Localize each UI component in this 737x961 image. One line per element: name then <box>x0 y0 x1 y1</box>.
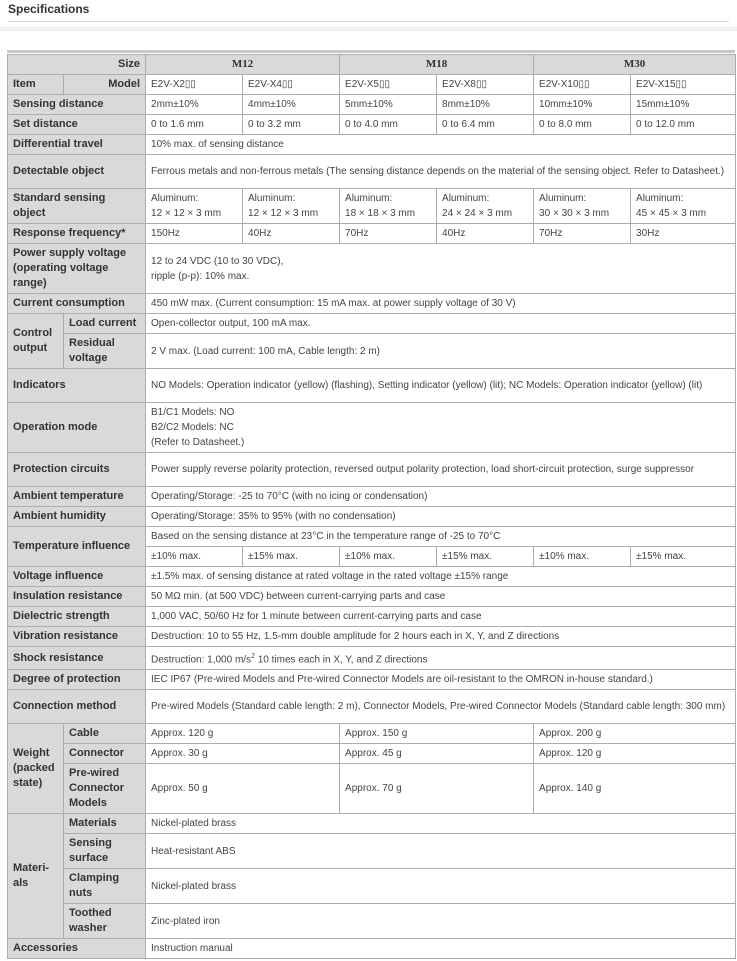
value-cell: 15mm±10% <box>631 95 736 115</box>
row-ambient-temperature <box>8 487 736 507</box>
row-label-weight: Weight (packed state) <box>8 724 64 814</box>
value-cell: 0 to 3.2 mm <box>243 115 340 135</box>
specifications-table <box>7 54 736 959</box>
value-cell: Approx. 200 g <box>534 724 736 744</box>
value-cell: Operating/Storage: -25 to 70°C (with no icing or condensation) <box>146 487 736 507</box>
row-label: Response frequency* <box>8 224 146 244</box>
sub-label: Toothed washer <box>64 904 146 939</box>
sub-label: Clamping nuts <box>64 869 146 904</box>
row-voltage-influence <box>8 567 736 587</box>
sub-label: Residual voltage <box>64 334 146 369</box>
row-label: Indicators <box>8 369 146 403</box>
value-cell: 40Hz <box>243 224 340 244</box>
row-current-consumption <box>8 294 736 314</box>
row-label: Protection circuits <box>8 453 146 487</box>
sub-label: Pre-wired Connector Models <box>64 764 146 814</box>
row-sensing-distance <box>8 95 736 115</box>
row-sensing-surface <box>8 834 736 869</box>
row-protection-circuits <box>8 453 736 487</box>
sub-label: Cable <box>64 724 146 744</box>
row-label: Operation mode <box>8 403 146 453</box>
size-m18: M18 <box>340 55 534 75</box>
row-label: Shock resistance <box>8 647 146 670</box>
value-cell: 450 mW max. (Current consumption: 15 mA max. at power supply voltage of 30 V) <box>146 294 736 314</box>
value-cell: Zinc-plated iron <box>146 904 736 939</box>
row-label: Current consumption <box>8 294 146 314</box>
value-cell: 0 to 1.6 mm <box>146 115 243 135</box>
value-cell: 2 V max. (Load current: 100 mA, Cable length: 2 m) <box>146 334 736 369</box>
value-cell: Ferrous metals and non-ferrous metals (The sensing distance depends on the material of the sensing object. Refer to Datasheet.) <box>146 155 736 189</box>
model-label: Model <box>64 75 146 95</box>
row-label: Power supply voltage (operating voltage range) <box>8 244 146 294</box>
value-cell: Approx. 50 g <box>146 764 340 814</box>
row-label: Set distance <box>8 115 146 135</box>
value-cell: Aluminum: 12 × 12 × 3 mm <box>243 189 340 224</box>
value-cell: Nickel-plated brass <box>146 814 736 834</box>
value-cell: Aluminum: 12 × 12 × 3 mm <box>146 189 243 224</box>
value-cell: Heat-resistant ABS <box>146 834 736 869</box>
row-differential-travel <box>8 135 736 155</box>
row-shock-resistance <box>8 647 736 670</box>
row-materials <box>8 814 736 834</box>
row-label: Accessories <box>8 939 146 959</box>
value-cell: Nickel-plated brass <box>146 869 736 904</box>
value-cell: Approx. 120 g <box>146 724 340 744</box>
value-cell: Approx. 70 g <box>340 764 534 814</box>
value-cell: Destruction: 1,000 $m/s^2$ 10 times each in X, Y, and Z directions <box>146 647 736 670</box>
model-cell: E2V-X4▯▯ <box>243 75 340 95</box>
value-cell: ±10% max. <box>534 547 631 567</box>
sub-label: Sensing surface <box>64 834 146 869</box>
value-cell: 8mm±10% <box>437 95 534 115</box>
value-cell: Destruction: 10 to 55 Hz, 1.5-mm double amplitude for 2 hours each in X, Y, and Z directions <box>146 627 736 647</box>
value-cell: Approx. 150 g <box>340 724 534 744</box>
value-cell: 4mm±10% <box>243 95 340 115</box>
row-label: Ambient humidity <box>8 507 146 527</box>
table-top-border <box>7 50 735 53</box>
row-residual-voltage <box>8 334 736 369</box>
sub-label: Connector <box>64 744 146 764</box>
value-cell: 1,000 VAC, 50/60 Hz for 1 minute between current-carrying parts and case <box>146 607 736 627</box>
value-cell: 0 to 8.0 mm <box>534 115 631 135</box>
size-label: Size <box>8 55 146 75</box>
model-cell: E2V-X8▯▯ <box>437 75 534 95</box>
value-cell: ±15% max. <box>437 547 534 567</box>
value-cell: 12 to 24 VDC (10 to 30 VDC), ripple (p-p): 10% max. <box>146 244 736 294</box>
row-label: Ambient temperature <box>8 487 146 507</box>
value-cell: Power supply reverse polarity protection, reversed output polarity protection, load short-circuit protection, surge suppressor <box>146 453 736 487</box>
value-cell: Aluminum: 24 × 24 × 3 mm <box>437 189 534 224</box>
row-indicators <box>8 369 736 403</box>
row-toothed-washer <box>8 904 736 939</box>
row-weight-cable <box>8 724 736 744</box>
value-cell: ±10% max. <box>146 547 243 567</box>
value-cell: Approx. 45 g <box>340 744 534 764</box>
row-label-materials: Materi- als <box>8 814 64 939</box>
row-label: Standard sensing object <box>8 189 146 224</box>
sub-label: Load current <box>64 314 146 334</box>
value-cell: ±1.5% max. of sensing distance at rated voltage in the rated voltage ±15% range <box>146 567 736 587</box>
value-cell: Aluminum: 30 × 30 × 3 mm <box>534 189 631 224</box>
model-header-row <box>8 75 736 95</box>
value-cell: Instruction manual <box>146 939 736 959</box>
value-cell: Open-collector output, 100 mA max. <box>146 314 736 334</box>
row-standard-sensing-object <box>8 189 736 224</box>
value-cell: 150Hz <box>146 224 243 244</box>
row-temperature-influence <box>8 527 736 547</box>
row-vibration-resistance <box>8 627 736 647</box>
row-dielectric-strength <box>8 607 736 627</box>
value-cell: NO Models: Operation indicator (yellow) (flashing), Setting indicator (yellow) (lit); NC Models: Operation indicator (yellow) (lit) <box>146 369 736 403</box>
value-cell: Aluminum: 18 × 18 × 3 mm <box>340 189 437 224</box>
value-cell: Approx. 30 g <box>146 744 340 764</box>
row-detectable-object <box>8 155 736 189</box>
value-cell: 2mm±10% <box>146 95 243 115</box>
value-cell: 10mm±10% <box>534 95 631 115</box>
row-label: Temperature influence <box>8 527 146 567</box>
value-cell: IEC IP67 (Pre-wired Models and Pre-wired Connector Models are oil-resistant to the OMRON in-house standard.) <box>146 670 736 690</box>
value-cell: Approx. 120 g <box>534 744 736 764</box>
value-cell: ±15% max. <box>243 547 340 567</box>
model-cell: E2V-X10▯▯ <box>534 75 631 95</box>
value-cell: Pre-wired Models (Standard cable length: 2 m), Connector Models, Pre-wired Connector Models (Standard cable length: 300 mm) <box>146 690 736 724</box>
value-cell: Approx. 140 g <box>534 764 736 814</box>
value-cell: 10% max. of sensing distance <box>146 135 736 155</box>
value-cell: B1/C1 Models: NO B2/C2 Models: NC (Refer to Datasheet.) <box>146 403 736 453</box>
row-label: Connection method <box>8 690 146 724</box>
value-cell: 70Hz <box>534 224 631 244</box>
size-m12: M12 <box>146 55 340 75</box>
value-cell: 5mm±10% <box>340 95 437 115</box>
size-m30: M30 <box>534 55 736 75</box>
row-weight-prewired <box>8 764 736 814</box>
row-label: Dielectric strength <box>8 607 146 627</box>
row-set-distance <box>8 115 736 135</box>
value-cell: 70Hz <box>340 224 437 244</box>
row-weight-connector <box>8 744 736 764</box>
value-cell: 50 MΩ min. (at 500 VDC) between current-carrying parts and case <box>146 587 736 607</box>
value-cell: Operating/Storage: 35% to 95% (with no condensation) <box>146 507 736 527</box>
row-ambient-humidity <box>8 507 736 527</box>
row-label: Sensing distance <box>8 95 146 115</box>
value-cell: ±10% max. <box>340 547 437 567</box>
row-degree-of-protection <box>8 670 736 690</box>
row-label-control-output: Control output <box>8 314 64 369</box>
model-cell: E2V-X5▯▯ <box>340 75 437 95</box>
model-cell: E2V-X2▯▯ <box>146 75 243 95</box>
row-accessories <box>8 939 736 959</box>
row-response-frequency <box>8 224 736 244</box>
value-cell: 30Hz <box>631 224 736 244</box>
value-cell: ±15% max. <box>631 547 736 567</box>
row-load-current <box>8 314 736 334</box>
row-label: Differential travel <box>8 135 146 155</box>
row-label: Voltage influence <box>8 567 146 587</box>
row-insulation-resistance <box>8 587 736 607</box>
value-cell: Aluminum: 45 × 45 × 3 mm <box>631 189 736 224</box>
row-power-supply-voltage <box>8 244 736 294</box>
row-label: Vibration resistance <box>8 627 146 647</box>
size-header-row <box>8 55 736 75</box>
item-label: Item <box>8 75 64 95</box>
sub-label: Materials <box>64 814 146 834</box>
row-clamping-nuts <box>8 869 736 904</box>
title-divider <box>8 21 729 22</box>
page-title: Specifications <box>8 2 90 16</box>
row-connection-method <box>8 690 736 724</box>
value-cell: 40Hz <box>437 224 534 244</box>
value-cell: 0 to 6.4 mm <box>437 115 534 135</box>
row-label: Degree of protection <box>8 670 146 690</box>
value-cell: 0 to 12.0 mm <box>631 115 736 135</box>
row-label: Insulation resistance <box>8 587 146 607</box>
model-cell: E2V-X15▯▯ <box>631 75 736 95</box>
title-band <box>0 27 737 31</box>
value-cell: 0 to 4.0 mm <box>340 115 437 135</box>
row-label: Detectable object <box>8 155 146 189</box>
value-cell: Based on the sensing distance at 23°C in the temperature range of -25 to 70°C <box>146 527 736 547</box>
row-operation-mode <box>8 403 736 453</box>
